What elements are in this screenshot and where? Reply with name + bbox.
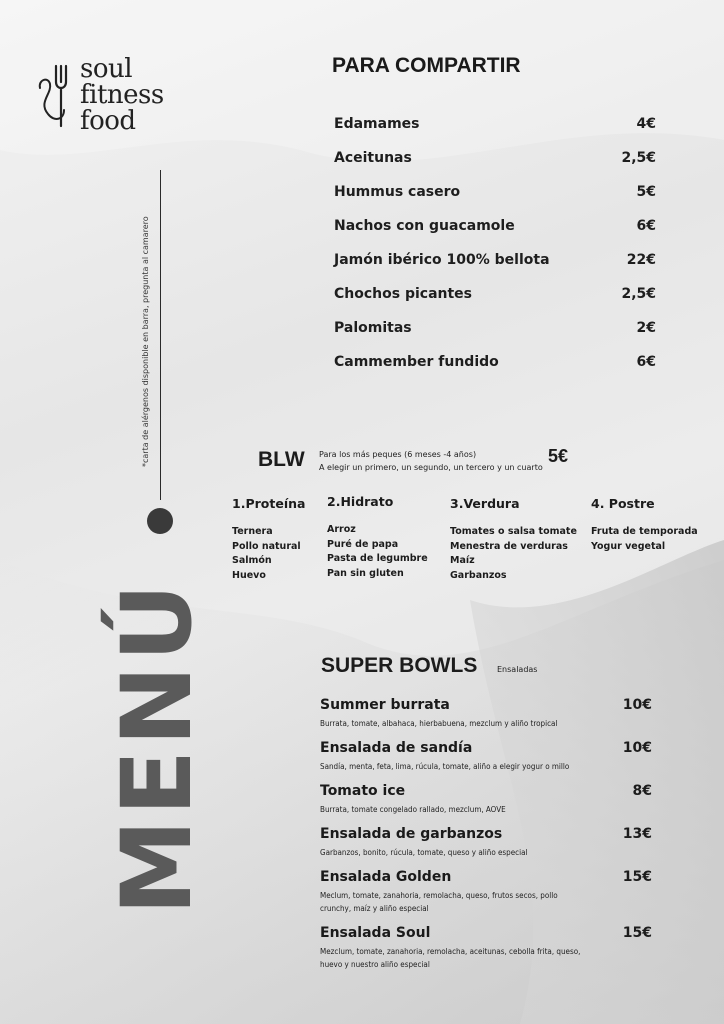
- column-title: 1.Proteína: [232, 496, 306, 511]
- blw-column-proteina: [232, 496, 305, 583]
- fork-icon: [34, 62, 78, 132]
- list-item: Pasta de legumbre: [327, 553, 428, 564]
- item-name: Summer burrata: [320, 697, 450, 713]
- list-item: [334, 248, 656, 282]
- list-item: [320, 825, 652, 859]
- list-item: [320, 924, 652, 971]
- list-item: Maíz: [450, 555, 475, 566]
- blw-column-verdura: [450, 496, 577, 583]
- list-item: Huevo: [232, 569, 266, 581]
- blw-price: 5€: [548, 446, 569, 466]
- list-item: Ternera: [232, 526, 273, 537]
- item-name: Ensalada Golden: [320, 869, 452, 885]
- blw-column-postre: [591, 496, 698, 554]
- item-name: Cammember fundido: [334, 354, 499, 370]
- item-name: Palomitas: [334, 320, 412, 336]
- item-price: 10€: [622, 697, 652, 713]
- item-price: 2€: [636, 320, 656, 336]
- column-title: 3.Verdura: [450, 496, 520, 511]
- item-description: Burrata, tomate congelado rallado, mezclum, AOVE: [320, 805, 506, 814]
- column-title: 2.Hidrato: [327, 494, 394, 509]
- item-price: 5€: [636, 184, 656, 200]
- item-description: Sandía, menta, feta, lima, rúcula, tomate, aliño a elegir yogur o millo: [320, 762, 570, 771]
- list-item: [320, 868, 652, 915]
- blw-desc-line: A elegir un primero, un segundo, un tercero y un cuarto: [319, 463, 543, 472]
- item-name: Chochos picantes: [334, 286, 473, 302]
- brand-logo: [34, 56, 174, 140]
- list-item: Puré de papa: [327, 538, 399, 550]
- decorative-dot: [147, 508, 173, 534]
- list-item: [320, 782, 652, 816]
- para-compartir-title: PARA COMPARTIR: [332, 54, 521, 77]
- item-name: Tomato ice: [320, 783, 406, 799]
- item-price: 6€: [636, 354, 656, 370]
- column-title: 4. Postre: [591, 496, 655, 511]
- list-item: [334, 112, 656, 146]
- item-price: 15€: [622, 925, 652, 941]
- item-name: Ensalada Soul: [320, 925, 431, 941]
- brand-line-soul: soul: [80, 54, 133, 84]
- item-price: 2,5€: [621, 150, 656, 166]
- super-bowls-list: [320, 696, 652, 980]
- brand-line-food: food: [80, 106, 136, 136]
- item-name: Ensalada de garbanzos: [320, 826, 503, 842]
- item-name: Hummus casero: [334, 184, 461, 200]
- item-price: 22€: [626, 252, 656, 268]
- item-name: Edamames: [334, 116, 420, 132]
- item-price: 8€: [632, 783, 652, 799]
- item-description: Burrata, tomate, albahaca, hierbabuena, mezclum y aliño tropical: [320, 719, 558, 728]
- item-name: Nachos con guacamole: [334, 218, 515, 234]
- list-item: Garbanzos: [450, 569, 507, 581]
- item-price: 15€: [622, 869, 652, 885]
- para-compartir-list: [334, 112, 656, 384]
- menu-title-vertical: MENÚ: [101, 579, 213, 915]
- item-price: 13€: [622, 826, 652, 842]
- brand-line-fitness: fitness: [80, 80, 164, 110]
- list-item: [334, 282, 656, 316]
- item-price: 6€: [636, 218, 656, 234]
- list-item: [334, 180, 656, 214]
- list-item: Arroz: [327, 524, 356, 535]
- blw-column-hidrato: [327, 494, 428, 581]
- list-item: [334, 214, 656, 248]
- item-price: 2,5€: [621, 286, 656, 302]
- blw-title: BLW: [258, 448, 305, 471]
- item-description: Mezclum, tomate, zanahoria, remolacha, aceitunas, cebolla frita, queso, huevo y nuestro aliño especial: [320, 947, 581, 969]
- list-item: Pollo natural: [232, 540, 301, 552]
- item-price: 4€: [636, 116, 656, 132]
- item-description: Meclum, tomate, zanahoria, remolacha, queso, frutos secos, pollo crunchy, maíz y aliño especial: [320, 891, 558, 913]
- item-price: 10€: [622, 740, 652, 756]
- list-item: [334, 146, 656, 180]
- brand-name: [80, 56, 164, 134]
- item-description: Garbanzos, bonito, rúcula, tomate, queso y aliño especial: [320, 848, 528, 857]
- allergen-note: *carta de alérgenos disponible en barra, pregunta al camarero: [141, 216, 150, 467]
- list-item: Salmón: [232, 555, 272, 566]
- list-item: Menestra de verduras: [450, 540, 568, 552]
- list-item: [320, 739, 652, 773]
- list-item: Tomates o salsa tomate: [450, 526, 577, 537]
- list-item: Pan sin gluten: [327, 567, 404, 579]
- item-name: Aceitunas: [334, 150, 412, 166]
- item-name: Ensalada de sandía: [320, 740, 473, 756]
- blw-description: [319, 448, 543, 474]
- super-bowls-title: SUPER BOWLS: [321, 654, 478, 677]
- list-item: Yogur vegetal: [591, 540, 666, 552]
- list-item: Fruta de temporada: [591, 526, 698, 537]
- list-item: [334, 316, 656, 350]
- list-item: [320, 696, 652, 730]
- list-item: [334, 350, 656, 384]
- item-name: Jamón ibérico 100% bellota: [334, 252, 550, 268]
- blw-desc-line: Para los más peques (6 meses -4 años): [319, 450, 477, 459]
- vertical-divider: [160, 170, 161, 500]
- super-bowls-subtitle: Ensaladas: [497, 665, 538, 674]
